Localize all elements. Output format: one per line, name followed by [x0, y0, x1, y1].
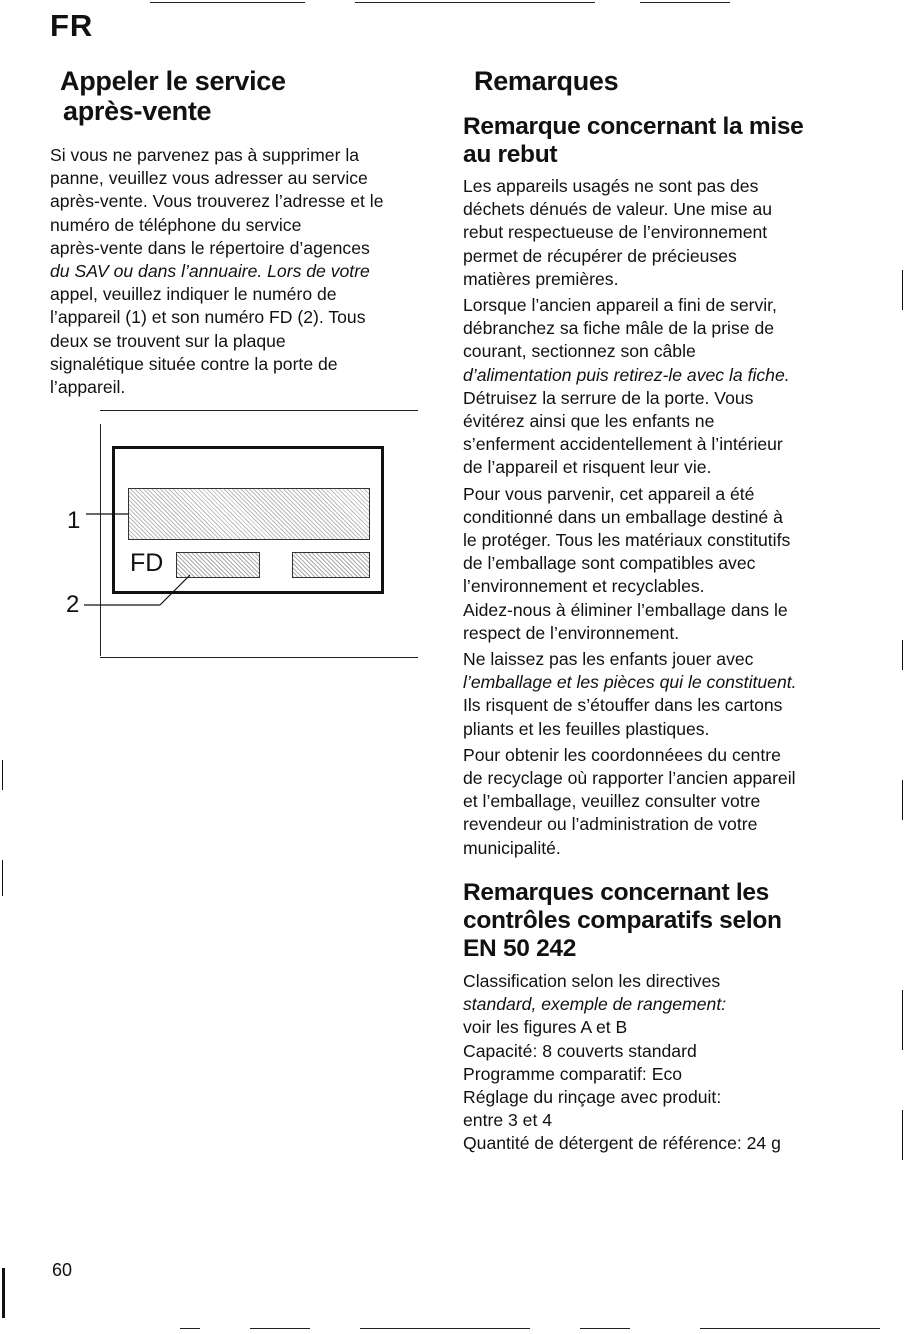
callout-2: 2 — [66, 591, 80, 618]
page-number: 60 — [52, 1260, 73, 1280]
bottom-rule — [580, 1328, 630, 1329]
margin-mark — [902, 640, 903, 670]
language-tag: FR — [50, 8, 94, 43]
section-heading-remarques: Remarques — [474, 66, 619, 96]
comparative-tests-text: Classification selon les directives standard, exemple de rangement: voir les figures A et B Capacité: 8 couverts standard Programme comparatif: Eco Réglage du rinçage avec produit: entre 3 et 4 Quantité de détergent de référence: 24 g — [463, 971, 781, 1154]
disposal-text — [463, 175, 863, 860]
margin-mark — [902, 780, 903, 820]
paragraph: Pour obtenir les coordonnéees du centre de recyclage où rapporter l’ancien appareil et l’emballage, veuillez consulter votre revendeur ou l’administration de votre municipalité. — [463, 744, 796, 858]
paragraph: Ne laissez pas les enfants jouer avec l’emballage et les pièces qui le constituent. Ils risquent de s’étouffer dans les cartons pliants et les feuilles plastiques. — [463, 649, 797, 739]
section-heading-service: Appeler le service après-vente — [60, 66, 286, 126]
margin-mark — [902, 270, 903, 310]
bottom-rule — [250, 1328, 310, 1329]
margin-mark — [902, 990, 903, 1050]
fd-label: FD — [130, 549, 164, 577]
subheading-comparative-tests: Remarques concernant les contrôles comparatifs selon EN 50 242 — [463, 879, 782, 962]
bottom-rule — [180, 1328, 200, 1329]
callout-1: 1 — [67, 507, 81, 534]
callout-lines — [0, 0, 420, 660]
paragraph: Lorsque l’ancien appareil a fini de servir, débranchez sa fiche mâle de la prise de courant, sectionnez son câble d’alimentation puis retirez-le avec la fiche. Détruisez la serrure de la porte. Vous évitérez ainsi que les enfants ne s’enferment accidentellement à l’intérieur de l’appareil et risquent leur vie. — [463, 295, 790, 478]
subheading-disposal: Remarque concernant la mise au rebut — [463, 113, 804, 168]
margin-mark — [2, 760, 3, 790]
top-rule — [640, 2, 730, 3]
paragraph: Pour vous parvenir, cet appareil a été conditionné dans un emballage destiné à le protéger. Tous les matériaux constitutifs de l’emballage sont compatibles avec l’environnement et recyclables. Aidez-nous à éliminer l’emballage dans le respect de l’environnement. — [463, 483, 791, 643]
paragraph: Les appareils usagés ne sont pas des déchets dénués de valeur. Une mise au rebut respectueuse de l’environnement permet de récupérer de précieuses matières premières. — [463, 176, 773, 289]
margin-mark — [2, 860, 3, 896]
bottom-rule — [700, 1328, 880, 1329]
service-paragraph: Si vous ne parvenez pas à supprimer la panne, veuillez vous adresser au service après-vente. Vous trouverez l’adresse et le numéro de téléphone du service après-vente dans le répertoire d’agences du SAV ou dans l’annuaire. Lors de votre appel, veuillez indiquer le numéro de l’appareil (1) et son numéro FD (2). Tous deux se trouvent sur la plaque signalétique située contre la porte de l’appareil. — [50, 145, 384, 398]
margin-mark — [902, 1110, 903, 1160]
margin-mark — [2, 1268, 5, 1318]
bottom-rule — [360, 1328, 530, 1329]
